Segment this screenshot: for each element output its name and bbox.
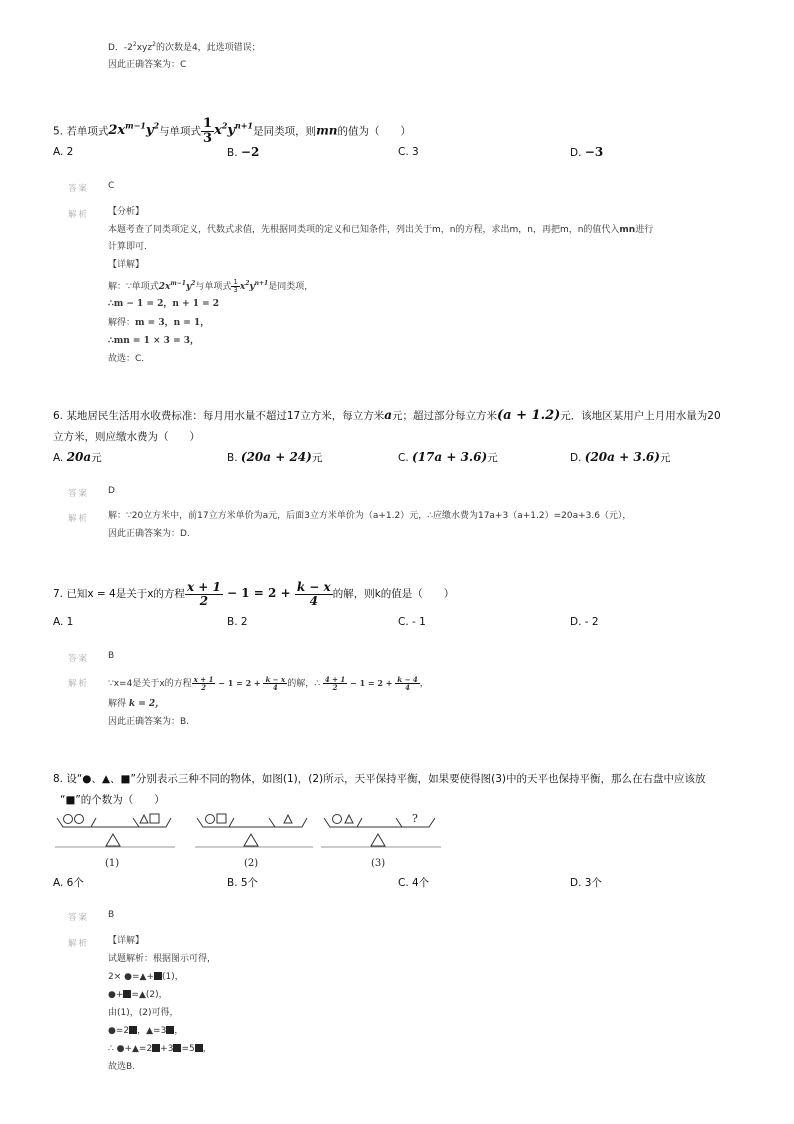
q5-analysis-text1: 本题考查了同类项定义，代数式求值，先根据同类项的定义和已知条件，列出关于m，n的方程，求出m，n，再把m，n的值代入mn进行: [108, 225, 654, 235]
q7-answer-label: 答案: [68, 654, 90, 664]
q5-option-b[interactable]: B. −2: [227, 145, 260, 159]
question-7-stem: 7. 已知x = 4是关于x的方程 $\frac{x + 1}{2}$ − 1 = 2 + $\frac{k - x}{4}$ 的解，则k的值是（ ）: [53, 579, 455, 608]
q8-solution-line4: 由(1)，(2)可得，: [108, 1008, 179, 1018]
question-8-stem-line1: 8. 设“●、▲、■”分别表示三种不同的物体，如图(1)，(2)所示，天平保持平衡，如果要使得图(3)中的天平也保持平衡，那么在右盘中应该放: [53, 773, 706, 785]
q5-option-d[interactable]: D. −3: [570, 145, 604, 159]
q8-option-d[interactable]: D. 3个: [570, 877, 602, 889]
q7-option-b[interactable]: B. 2: [227, 616, 248, 628]
figure-label-1: (1): [105, 858, 120, 869]
q8-answer: B: [108, 910, 115, 920]
q8-solution-line7: 故选B.: [108, 1062, 136, 1072]
question-5-stem: 5. 若单项式$2x^{m-1}y^2$与单项式 $\frac{1}{3}$ $x^2y^{n+1}$是同类项，则mn的值为（ ）: [53, 116, 411, 146]
scale-1: [55, 814, 175, 847]
q8-xiangjie-heading: 【详解】: [108, 936, 145, 946]
question-6-stem-line1: 6. 某地居民生活用水收费标准：每月用水量不超过17立方米，每立方米a元；超过部分每立方米(a + 1.2)元．该地区某用户上月用水量为20: [53, 408, 721, 423]
question-6-stem-line2: 立方米，则应缴水费为（ ）: [53, 431, 200, 443]
q5-fenxi-heading: 【分析】: [108, 207, 145, 217]
q7-option-d[interactable]: D. - 2: [570, 616, 599, 628]
triangle-icon: [140, 815, 148, 823]
q5-solution-step1: 解：∵单项式$2x^{m-1}y^2$与单项式 $\frac{1}{3}$ $x^2y^{n+1}$是同类项，: [108, 277, 314, 294]
q6-solution-line1: 解：∵20立方米中，前17立方米单价为a元，后面3立方米单价为（a+1.2）元，∴应缴水费为17a+3（a+1.2）=20a+3.6（元），: [108, 511, 632, 521]
q8-solution-line2: 2× ●=▲+ (1)，: [108, 972, 184, 982]
square-icon: [195, 1044, 203, 1052]
q8-solution-line5: ●=2 ，▲=3 ，: [108, 1026, 184, 1036]
circle-icon: [64, 815, 73, 824]
triangle-icon: [345, 815, 353, 823]
q8-analysis-label: 解析: [68, 939, 90, 949]
q5-solution-step2: ∴m − 1 = 2，n + 1 = 2: [108, 299, 220, 309]
q5-answer: C: [108, 181, 115, 191]
square-icon: [150, 814, 159, 823]
q7-solution-line1: ∵x=4是关于x的方程 $\frac{x + 1}{2}$ − 1 = 2 + $\frac{k - x}{4}$ 的解，∴ $\frac{4 + 1}{2}$ − 1 = 2 + $\frac{k - 4}{4}$ ，: [108, 674, 429, 692]
figure-label-2: (2): [244, 858, 259, 869]
q5-option-a[interactable]: A. 2: [53, 146, 74, 158]
q6-option-d[interactable]: D. (20a + 3.6)元: [570, 450, 671, 464]
question-8-stem-line2: “■”的个数为（ ）: [60, 794, 165, 806]
q5-analysis-text2: 计算即可．: [108, 242, 154, 252]
circle-icon: [75, 815, 84, 824]
square-icon: [152, 1044, 160, 1052]
triangle-icon: [284, 815, 292, 823]
q6-solution-line2: 因此正确答案为：D.: [108, 529, 190, 539]
q5-solution-step5: 故选：C．: [108, 354, 151, 364]
q6-option-b[interactable]: B. (20a + 24)元: [227, 450, 323, 464]
q5-analysis-label: 解析: [68, 210, 90, 220]
square-icon: [217, 814, 226, 823]
q6-option-a[interactable]: A. 20a元: [53, 450, 102, 464]
q7-analysis-label: 解析: [68, 679, 90, 689]
q5-option-c[interactable]: C. 3: [398, 146, 419, 158]
q7-answer: B: [108, 651, 115, 661]
prev-option-d: D．$-2^2xyz^2$的次数是4，此选项错误；: [108, 41, 261, 53]
figure-label-3: (3): [371, 858, 386, 869]
scale-2: [195, 814, 313, 847]
q8-option-b[interactable]: B. 5个: [227, 877, 259, 889]
q8-solution-line6: ∴ ●+▲=2 +3 =5 ，: [108, 1044, 212, 1054]
q7-option-a[interactable]: A. 1: [53, 616, 74, 628]
square-icon: [129, 1026, 137, 1034]
q6-answer-label: 答案: [68, 489, 90, 499]
scale-3: [321, 815, 441, 848]
q5-solution-step3: 解得：m = 3，n = 1，: [108, 318, 210, 328]
balance-scales-figure: [55, 808, 445, 870]
q8-solution-line1: 试题解析：根据图示可得，: [108, 954, 217, 964]
q5-solution-step4: ∴mn = 1 × 3 = 3，: [108, 336, 200, 346]
q6-option-c[interactable]: C. (17a + 3.6)元: [398, 450, 498, 464]
q7-option-c[interactable]: C. - 1: [398, 616, 426, 628]
circle-icon: [333, 815, 342, 824]
q8-solution-line3: ●+ =▲(2)，: [108, 990, 168, 1000]
q7-solution-line2: 解得 k = 2，: [108, 699, 165, 709]
circle-icon: [206, 815, 215, 824]
q6-answer: D: [108, 486, 115, 496]
q6-analysis-label: 解析: [68, 514, 90, 524]
question-mark: ?: [412, 812, 418, 825]
q5-answer-label: 答案: [68, 184, 90, 194]
q5-xiangjie-heading: 【详解】: [108, 260, 145, 270]
q8-answer-label: 答案: [68, 913, 90, 923]
q8-option-c[interactable]: C. 4个: [398, 877, 430, 889]
prev-conclusion: 因此正确答案为：C: [108, 60, 187, 70]
q8-option-a[interactable]: A. 6个: [53, 877, 84, 889]
q7-solution-line3: 因此正确答案为：B.: [108, 717, 190, 727]
square-icon: [154, 972, 162, 980]
